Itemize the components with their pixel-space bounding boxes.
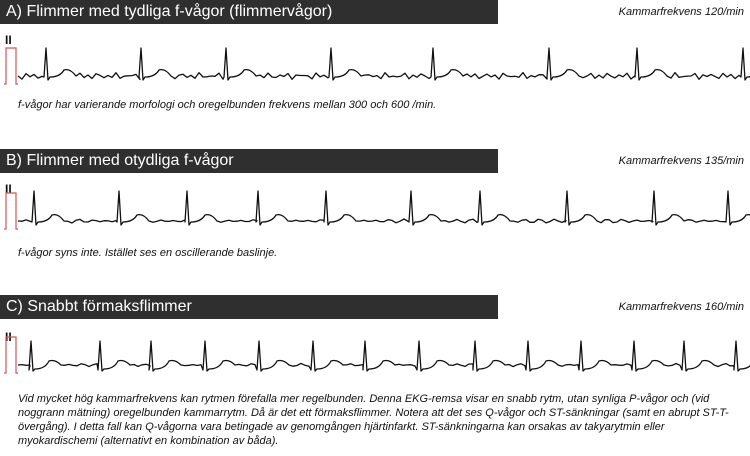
section-b-caption: f-vågor syns inte. Istället ses en oscillerande baslinje. xyxy=(18,247,278,259)
section-b-lead-label: II xyxy=(5,182,12,196)
strip-b-trace xyxy=(18,191,750,225)
section-b xyxy=(0,149,750,269)
section-a xyxy=(0,0,750,120)
strip-a-calibration-mark xyxy=(4,48,18,84)
section-b-title: B) Flimmer med otydliga f-vågor xyxy=(6,152,234,169)
section-a-title: A) Flimmer med tydliga f-vågor (flimmervågor) xyxy=(6,3,333,20)
section-c xyxy=(0,295,750,456)
section-c-caption: Vid mycket hög kammarfrekvens kan rytmen förefalla mer regelbunden. Denna EKG-remsa visar en snabb rytm, utan synliga P-vågor och (vid noggrann mätning) oregelbunden kammarrytm. Då är det ett förmaksflimmer. Notera att det ses Q-vågor och ST-sänkningar (samt en abrupt ST-T-övergång). I detta fall kan Q-vågorna vara betingade av genomgången hjärtinfarkt. ST-sänkningarna kan orsakas av takyarytmin eller myokardischemi (alternativt en kombination av båda). xyxy=(18,393,729,447)
strip-b-calibration-mark xyxy=(4,193,18,229)
section-a-rate: Kammarfrekvens 120/min xyxy=(618,6,744,18)
section-a-banner xyxy=(0,0,498,24)
section-c-title: C) Snabbt förmaksflimmer xyxy=(6,298,192,315)
strip-a-trace xyxy=(18,48,750,80)
section-b-rate: Kammarfrekvens 135/min xyxy=(618,155,744,167)
strip-c-calibration-mark xyxy=(4,337,18,373)
section-a-caption: f-vågor har varierande morfologi och oregelbunden frekvens mellan 300 och 600 /min. xyxy=(18,99,437,111)
section-c-lead-label: II xyxy=(5,330,12,344)
section-b-banner xyxy=(0,149,498,173)
strip-c-trace xyxy=(18,341,750,371)
section-c-banner xyxy=(0,295,498,319)
ecg-strip-a xyxy=(0,28,750,96)
section-c-rate: Kammarfrekvens 160/min xyxy=(618,301,744,313)
section-a-lead-label: II xyxy=(5,33,12,47)
ecg-strip-b xyxy=(0,177,750,245)
ecg-strip-c xyxy=(0,325,750,389)
